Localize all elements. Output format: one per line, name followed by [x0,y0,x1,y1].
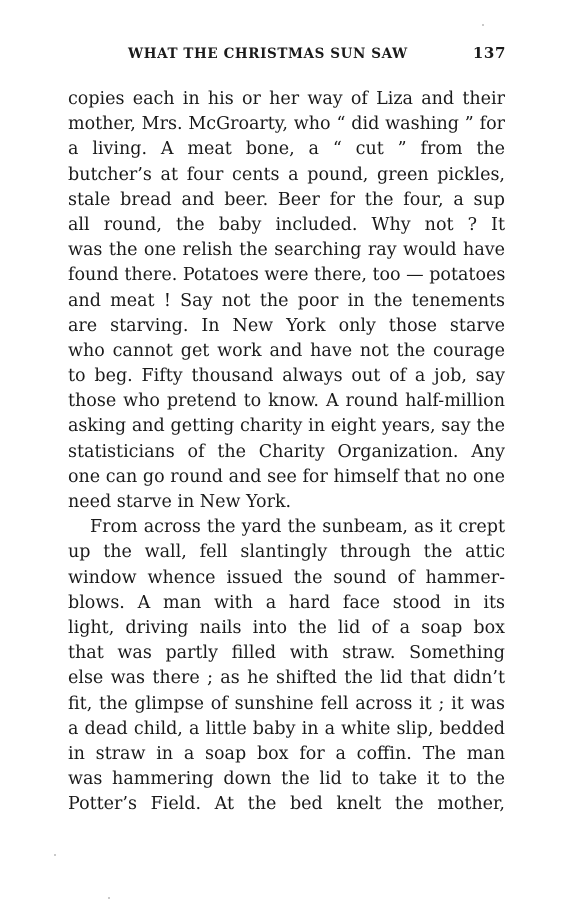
running-head [128,44,506,62]
text-line: Potter’s Field. At the bed knelt the mother, [68,794,505,815]
body-text [68,87,505,817]
page-number: 137 [472,44,506,62]
text-line: one can go round and see for himself that no one [68,466,505,487]
text-line: butcher’s at four cents a pound, green pickles, [68,164,505,185]
text-line: are starving. In New York only those starve [68,315,505,336]
text-line: those who pretend to know. A round half-million [68,391,505,412]
paper-speck [482,24,484,26]
text-line: stale bread and beer. Beer for the four, a sup [68,189,505,210]
text-line: was hammering down the lid to take it to the [68,769,505,790]
text-line: else was there ; as he shifted the lid that didn’t [68,668,505,689]
text-line: light, driving nails into the lid of a soap box [68,617,505,638]
text-line: a living. A meat bone, a “ cut ” from the [68,139,505,160]
text-line: in straw in a soap box for a coffin. The man [68,743,505,764]
text-line: copies each in his or her way of Liza and their [68,89,505,109]
text-line: and meat ! Say not the poor in the tenements [68,290,505,311]
text-line: fit, the glimpse of sunshine fell across it ; it was [68,693,505,714]
text-line: statisticians of the Charity Organization. Any [68,441,505,462]
text-line: a dead child, a little baby in a white slip, bedded [68,718,505,739]
text-line: to beg. Fifty thousand always out of a job, say [68,366,505,387]
text-line: mother, Mrs. McGroarty, who “ did washing ” for [68,114,505,135]
text-line: asking and getting charity in eight years, say the [68,416,505,437]
paragraph-end-line: need starve in New York. [68,492,292,512]
text-line: found there. Potatoes were there, too — potatoes [68,265,506,286]
text-line: that was partly filled with straw. Something [68,643,505,664]
paper-speck [54,854,56,856]
text-line: blows. A man with a hard face stood in its [68,592,505,613]
text-line: who cannot get work and have not the courage [68,340,505,361]
paragraph-start-line: From across the yard the sunbeam, as it crept [90,517,505,538]
text-line: all round, the baby included. Why not ? It [68,214,505,235]
text-line: was the one relish the searching ray would have [68,240,505,261]
text-line: up the wall, fell slantingly through the attic [68,542,505,563]
text-line: window whence issued the sound of hammer- [68,567,505,588]
running-title: WHAT THE CHRISTMAS SUN SAW [128,46,408,62]
paper-speck [108,897,110,899]
